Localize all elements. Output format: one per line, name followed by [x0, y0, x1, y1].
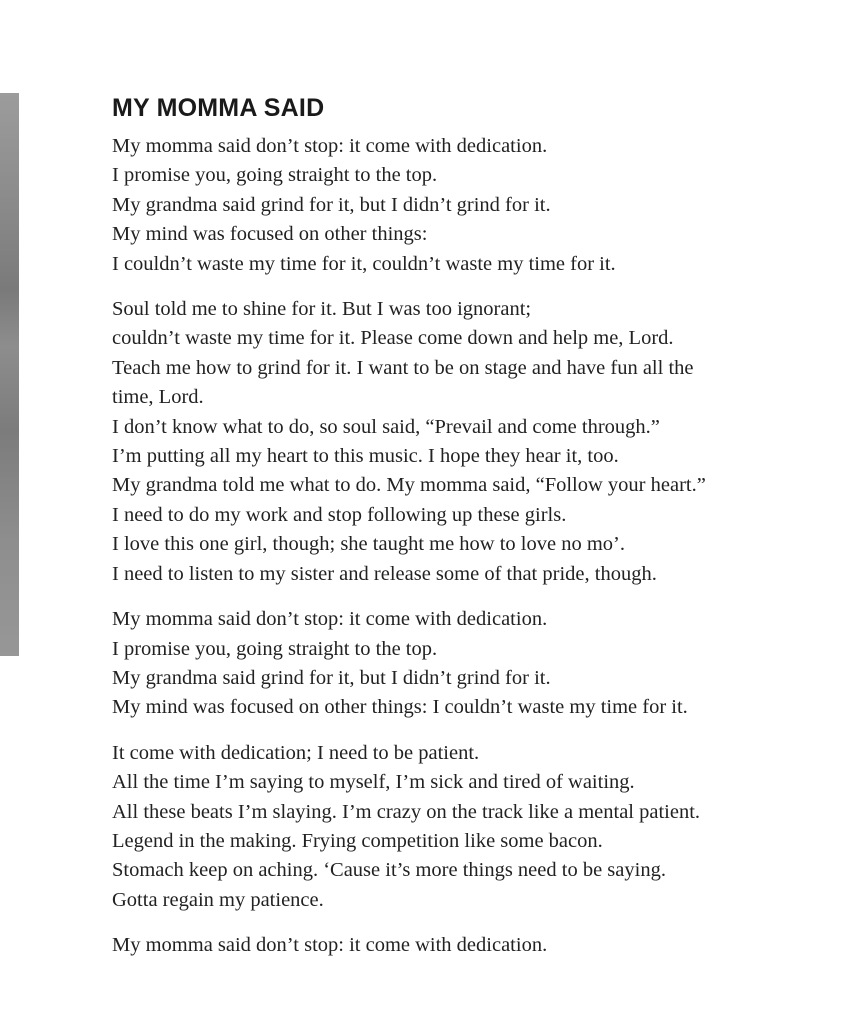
stanza-2	[112, 295, 812, 589]
poem-line: My momma said don’t stop: it come with dedication.	[112, 608, 548, 631]
poem-line: couldn’t waste my time for it. Please come down and help me, Lord.	[112, 327, 674, 350]
poem-line: My mind was focused on other things: I couldn’t waste my time for it.	[112, 696, 688, 719]
poem-line: Legend in the making. Frying competition like some bacon.	[112, 829, 603, 852]
poem-line: time, Lord.	[112, 386, 204, 409]
poem-line: My momma said don’t stop: it come with dedication.	[112, 934, 548, 957]
poem-line: Teach me how to grind for it. I want to be on stage and have fun all the	[112, 356, 694, 379]
poem-line: Soul told me to shine for it. But I was too ignorant;	[112, 298, 532, 321]
poem-line: My grandma said grind for it, but I didn’t grind for it.	[112, 193, 551, 216]
stanza-3	[112, 605, 812, 723]
photo-edge	[0, 93, 19, 656]
poem-line: All the time I’m saying to myself, I’m sick and tired of waiting.	[112, 771, 635, 794]
poem-line: I need to do my work and stop following up these girls.	[112, 503, 567, 526]
poem-line: Stomach keep on aching. ‘Cause it’s more things need to be saying.	[112, 859, 666, 882]
poem-line: I don’t know what to do, so soul said, “Prevail and come through.”	[112, 415, 660, 438]
poem-line: I need to listen to my sister and release some of that pride, though.	[112, 562, 657, 585]
poem-line: I couldn’t waste my time for it, couldn’t waste my time for it.	[112, 252, 616, 275]
poem-line: It come with dedication; I need to be patient.	[112, 741, 480, 764]
poem-line: All these beats I’m slaying. I’m crazy on the track like a mental patient.	[112, 800, 701, 823]
poem-line: My grandma said grind for it, but I didn’t grind for it.	[112, 666, 551, 689]
poem-line: I’m putting all my heart to this music. I hope they hear it, too.	[112, 445, 619, 468]
poem-line: I promise you, going straight to the top.	[112, 164, 438, 187]
poem	[112, 92, 812, 977]
stanza-4	[112, 739, 812, 915]
stanza-1	[112, 132, 812, 279]
poem-line: My momma said don’t stop: it come with dedication.	[112, 135, 548, 157]
poem-line: I love this one girl, though; she taught me how to love no mo’.	[112, 533, 626, 556]
poem-title: MY MOMMA SAID	[112, 94, 325, 122]
poem-line: My mind was focused on other things:	[112, 223, 428, 246]
poem-line: Gotta regain my patience.	[112, 888, 324, 911]
poem-line: My grandma told me what to do. My momma said, “Follow your heart.”	[112, 474, 706, 497]
poem-line: I promise you, going straight to the top.	[112, 637, 438, 660]
stanza-5	[112, 931, 812, 960]
